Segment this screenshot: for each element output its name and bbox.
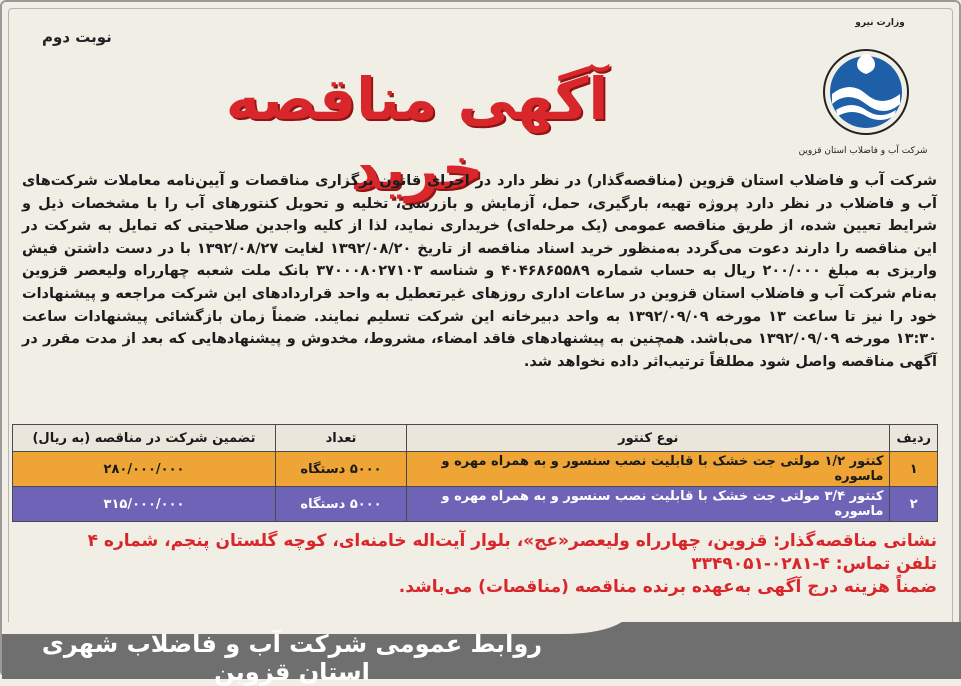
meter-type: کنتور ۳/۴ مولتی جت خشک با قابلیت نصب سنسور و به همراه مهره و ماسوره [407,487,890,522]
row-number: ۱ [890,452,938,487]
cost-note: ضمناً هزینه درج آگهی به‌عهده برنده مناقصه (مناقصات) می‌باشد. [398,577,937,597]
meters-table [12,424,938,522]
company-logo [780,8,952,176]
header-guarantee: تضمین شرکت در مناقصه (به ریال) [13,425,276,452]
header-row-number: ردیف [890,425,938,452]
meter-type: کنتور ۱/۲ مولتی جت خشک با قابلیت نصب سنسور و به همراه مهره و ماسوره [407,452,890,487]
quantity: ۵۰۰۰ دستگاه [276,452,407,487]
table-row [13,487,938,522]
quantity: ۵۰۰۰ دستگاه [276,487,407,522]
guarantee-amount: ۲۸۰/۰۰۰/۰۰۰ [13,452,276,487]
guarantee-amount: ۳۱۵/۰۰۰/۰۰۰ [13,487,276,522]
header-quantity: تعداد [276,425,407,452]
public-relations-signature: روابط عمومی شرکت آب و فاضلاب شهری استان قزوین [41,630,543,686]
announcement-body: شرکت آب و فاضلاب استان قزوین (مناقصه‌گذار) در نظر دارد در اجرای قانون برگزاری مناقصات و آیین‌نامه معاملات شرکت‌های آب و فاضلاب در نظر دارد پروژه تهیه، بارگیری، حمل، آزمایش و بازرسی، تخلیه و تحویل کنتورهای آب را با مشخصات ذیل و شرایط تعیین شده، از طریق مناقصه عمومی (یک مرحله‌ای) خریداری نماید، لذا از کلیه واجدین صلاحیتی که تمایل به شرکت در این مناقصه را دارند دعوت می‌گردد به‌منظور خرید اسناد مناقصه از تاریخ ۱۳۹۲/۰۸/۲۰ لغایت ۱۳۹۲/۰۸/۲۷ با در دست داشتن فیش واریزی به مبلغ ۲۰۰/۰۰۰ ریال به حساب شماره ۴۰۴۶۸۶۵۵۸۹ و شناسه ۳۷۰۰۰۸۰۲۷۱۰۳ بانک ملت شعبه چهارراه ولیعصر قزوین به‌نام شرکت آب و فاضلاب استان قزوین در ساعات اداری روزهای غیرتعطیل به واحد قراردادهای این شرکت مراجعه و پیشنهادات خود را نیز تا ساعت ۱۳ مورخه ۱۳۹۲/۰۹/۰۹ به واحد دبیرخانه این شرکت تسلیم نمایند. ضمناً زمان بازگشائی پیشنهادات ساعت ۱۳:۳۰ مورخه ۱۳۹۲/۰۹/۰۹ می‌باشد. همچنین به پیشنهادهای فاقد امضاء، مشروط، مخدوش و پیشنهادهایی که بعد از مدت مقرر در آگهی مناقصه واصل شود مطلقاً ترتیب‌اثر داده نخواهد شد. [22,173,937,370]
row-number: ۲ [890,487,938,522]
header-meter-type: نوع کنتور [407,425,890,452]
water-drop-logo-icon [780,8,952,158]
table-row [13,452,938,487]
phone-line: تلفن تماس: ۴-۰۲۸۱-۳۳۴۹۰۵۱ [691,554,937,574]
round-label: نوبت دوم [42,28,112,46]
logo-ministry-text: وزارت نیرو [855,18,905,28]
logo-caption: شرکت آب و فاضلاب استان قزوین [798,146,928,156]
table-header-row [13,425,938,452]
contact-block [17,530,937,599]
page-title: آگهی مناقصه خرید [225,65,609,203]
address-line: نشانی مناقصه‌گذار: قزوین، چهارراه ولیعصر«عج»، بلوار آیت‌اله خامنه‌ای، کوچه گلستان پنجم، شماره ۴ [87,531,937,551]
